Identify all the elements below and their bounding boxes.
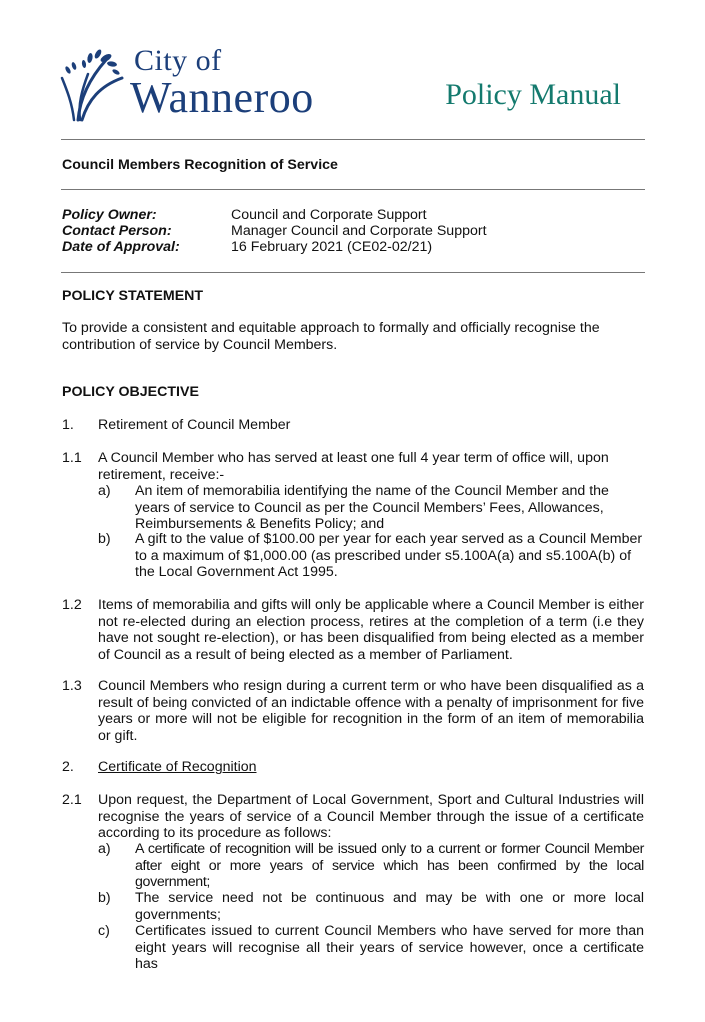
logo-line1: City of	[134, 44, 222, 77]
subclause-label: c)	[98, 923, 110, 939]
subclause-text: A certificate of recognition will be issued only to a current or former Council Member after eight or more years of service which has been confirmed by the local government;	[135, 841, 644, 890]
policy-title: Council Members Recognition of Service	[62, 157, 338, 173]
meta-label-owner: Policy Owner:	[62, 207, 157, 223]
divider	[61, 189, 645, 190]
policy-manual-title: Policy Manual	[445, 78, 621, 111]
subclause-text: A gift to the value of $100.00 per year for each year served as a Council Member to a maximum of $1,000.00 (as prescribed under s5.100A(a) and s5.100A(b) of the Local Government Act 1995.	[135, 531, 643, 580]
subclause-text: The service need not be continuous and may be with one or more local governments;	[135, 890, 644, 923]
section-number: 2.	[62, 759, 74, 775]
section-title: Certificate of Recognition	[98, 759, 257, 775]
statement-heading: POLICY STATEMENT	[62, 288, 204, 304]
wanneroo-plant-icon	[60, 48, 132, 124]
clause-number: 2.1	[62, 792, 82, 808]
meta-value-owner: Council and Corporate Support	[231, 207, 427, 223]
clause-text: A Council Member who has served at least one full 4 year term of office will, upon retirement, receive:-	[98, 450, 609, 483]
logo-line2: Wanneroo	[130, 73, 314, 122]
subclause-label: a)	[98, 841, 111, 857]
clause-number: 1.2	[62, 597, 82, 613]
statement-text: To provide a consistent and equitable approach to formally and officially recognise the contribution of service by Council Members.	[62, 320, 600, 353]
subclause-label: b)	[98, 531, 111, 547]
meta-value-contact: Manager Council and Corporate Support	[231, 223, 487, 239]
clause-text: Council Members who resign during a current term or who have been disqualified as a result of being convicted of an indictable offence with a penalty of imprisonment for five years or more will not be eligible for recognition in the form of an item of memorabilia or gift.	[98, 678, 644, 744]
divider	[61, 139, 645, 140]
city-logo	[60, 44, 320, 124]
meta-label-contact: Contact Person:	[62, 223, 172, 239]
clause-text: Items of memorabilia and gifts will only be applicable where a Council Member is either not re-elected during an election process, retires at the completion of a term (i.e they have not sought re-election), or has been disqualified from being elected as a member of Council as a result of being elected as a member of Parliament.	[98, 597, 644, 663]
objective-heading: POLICY OBJECTIVE	[62, 384, 199, 400]
subclause-label: a)	[98, 483, 111, 499]
subclause-text: Certificates issued to current Council Members who have served for more than eight years will recognise all their years of service however, once a certificate has	[135, 923, 644, 972]
section-number: 1.	[62, 417, 74, 433]
divider	[61, 272, 645, 273]
subclause-text: An item of memorabilia identifying the name of the Council Member and the years of service to Council as per the Council Members’ Fees, Allowances, Reimbursements & Benefits Policy; and	[135, 483, 609, 532]
clause-text: Upon request, the Department of Local Government, Sport and Cultural Industries will recognise the years of service of a Council Member through the issue of a certificate according to its procedure as follows:	[98, 792, 644, 841]
subclause-label: b)	[98, 890, 111, 906]
meta-value-date: 16 February 2021 (CE02-02/21)	[231, 239, 433, 255]
meta-label-date: Date of Approval:	[62, 239, 180, 255]
section-title: Retirement of Council Member	[98, 417, 291, 433]
clause-number: 1.1	[62, 450, 82, 466]
clause-number: 1.3	[62, 678, 82, 694]
